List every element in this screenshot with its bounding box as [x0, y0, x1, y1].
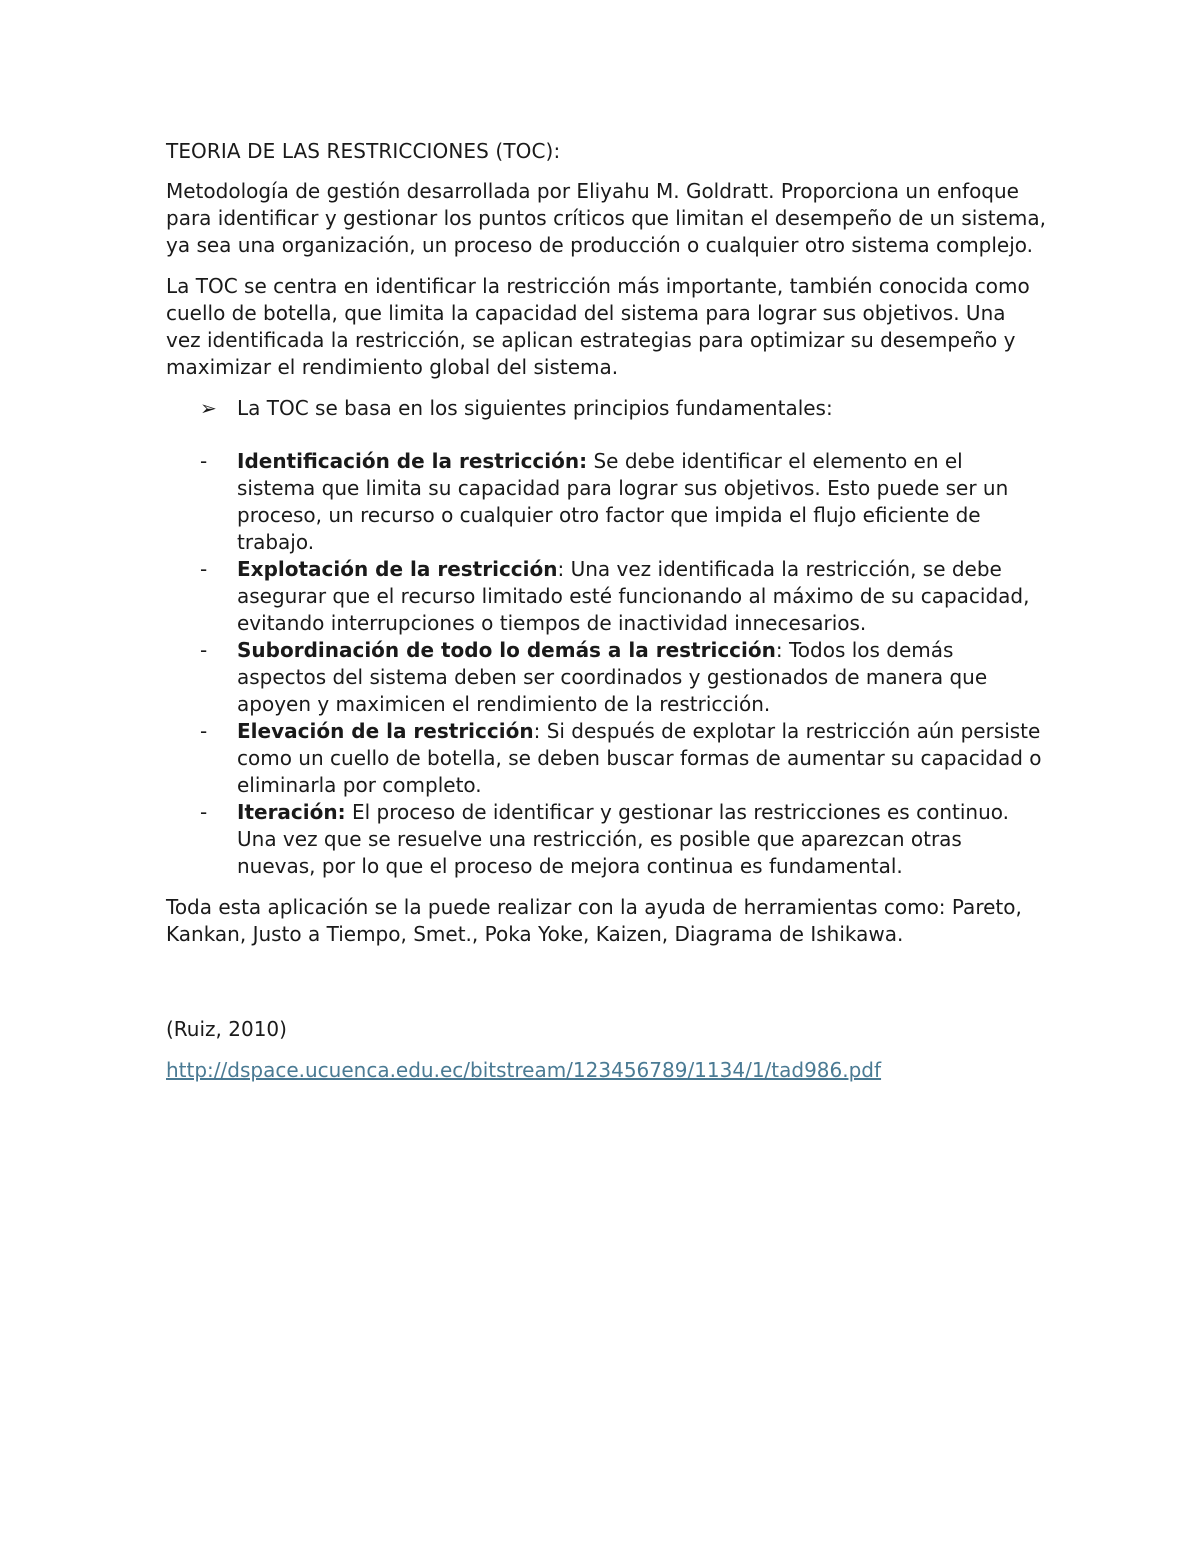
- dash-bullet: -: [200, 638, 208, 662]
- blank-line: [166, 962, 1046, 1016]
- principles-list: [166, 448, 1046, 880]
- principle-term: Identificación de la restricción:: [237, 449, 588, 473]
- principle-term: Subordinación de todo lo demás a la restricción: [237, 638, 776, 662]
- list-item: [166, 637, 1046, 718]
- principle-text: : Todos los demás aspectos del sistema deben ser coordinados y gestionados de manera que apoyen y maximicen el rendimiento de la restricción.: [237, 638, 988, 716]
- principle-text: El proceso de identificar y gestionar las restricciones es continuo. Una vez que se resuelve una restricción, es posible que aparezcan otras nuevas, por lo que el proceso de mejora continua es fundamental.: [237, 800, 1009, 878]
- toc-focus-paragraph: La TOC se centra en identificar la restricción más importante, también conocida como cuello de botella, que limita la capacidad del sistema para lograr sus objetivos. Una vez identificada la restricción, se aplican estrategias para optimizar su desempeño y maximizar el rendimiento global del sistema.: [166, 274, 1030, 379]
- principle-text: : Una vez identificada la restricción, se debe asegurar que el recurso limitado esté funcionando al máximo de su capacidad, evitando interrupciones o tiempos de inactividad innecesarios.: [237, 557, 1030, 635]
- arrow-bullet-icon: ➢: [200, 396, 217, 420]
- document-page: [166, 138, 1046, 1098]
- principle-text: : Si después de explotar la restricción aún persiste como un cuello de botella, se deben buscar formas de aumentar su capacidad o eliminarla por completo.: [237, 719, 1042, 797]
- document-title: TEORIA DE LAS RESTRICCIONES (TOC):: [166, 139, 561, 163]
- intro-paragraph: Metodología de gestión desarrollada por Eliyahu M. Goldratt. Proporciona un enfoque para identificar y gestionar los puntos críticos que limitan el desempeño de un sistema, ya sea una organización, un proceso de producción o cualquier otro sistema complejo.: [166, 179, 1046, 257]
- arrow-item-text: La TOC se basa en los siguientes principios fundamentales:: [237, 396, 833, 420]
- dash-bullet: -: [200, 557, 208, 581]
- list-item: [166, 448, 1046, 556]
- list-item: [166, 556, 1046, 637]
- list-item: [166, 799, 1046, 880]
- tools-paragraph: Toda esta aplicación se la puede realizar con la ayuda de herramientas como: Pareto, Kankan, Justo a Tiempo, Smet., Poka Yoke, Kaizen, Diagrama de Ishikawa.: [166, 895, 1022, 946]
- principle-term: Elevación de la restricción: [237, 719, 534, 743]
- citation: (Ruiz, 2010): [166, 1017, 287, 1041]
- source-link-line: [166, 1057, 1046, 1084]
- principle-term: Explotación de la restricción: [237, 557, 558, 581]
- list-item: [166, 718, 1046, 799]
- principle-text: Se debe identificar el elemento en el sistema que limita su capacidad para lograr sus objetivos. Esto puede ser un proceso, un recurso o cualquier otro factor que impida el flujo eficiente de trabajo.: [237, 449, 1009, 554]
- dash-bullet: -: [200, 449, 208, 473]
- source-link[interactable]: http://dspace.ucuenca.edu.ec/bitstream/123456789/1134/1/tad986.pdf: [166, 1058, 882, 1082]
- dash-bullet: -: [200, 800, 208, 824]
- arrow-list-item: [166, 395, 1046, 422]
- principle-term: Iteración:: [237, 800, 346, 824]
- dash-bullet: -: [200, 719, 208, 743]
